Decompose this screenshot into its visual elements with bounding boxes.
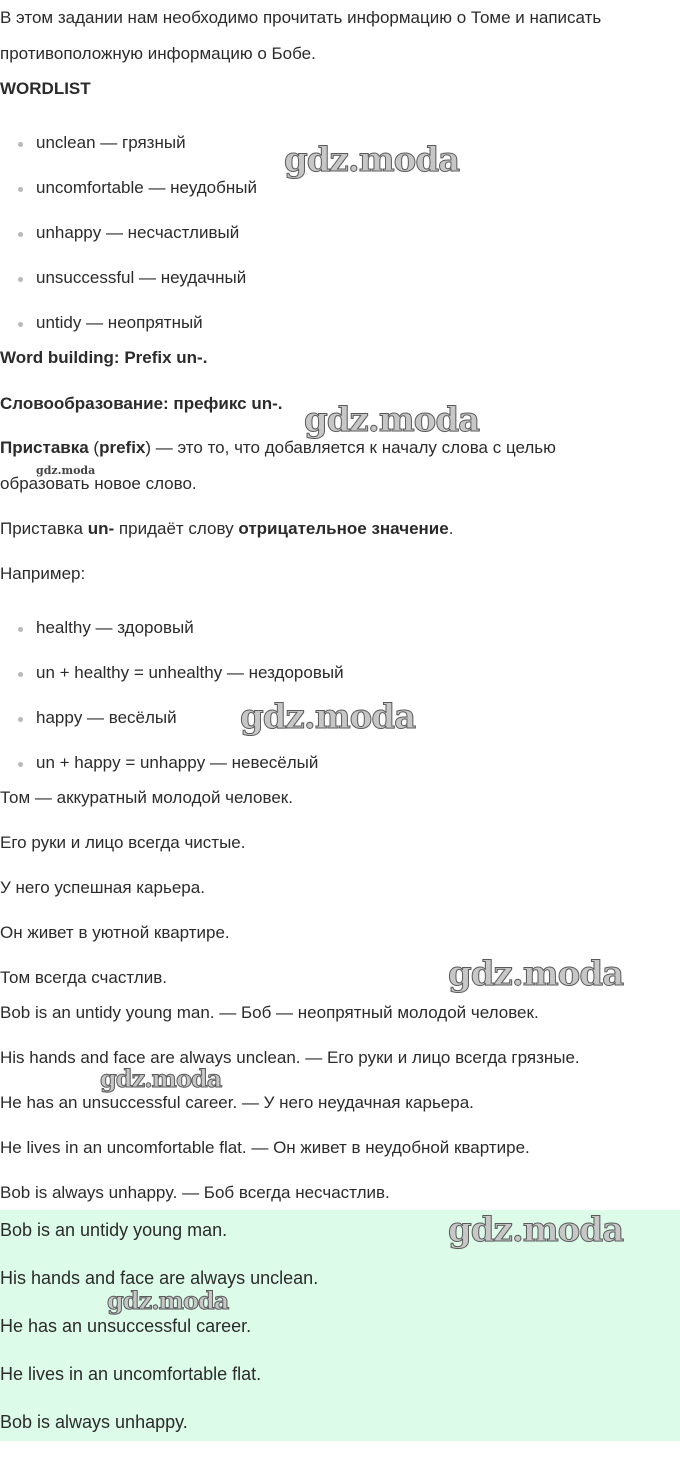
prefix-definition-line-1 — [0, 437, 556, 459]
prefix-meaning — [0, 518, 453, 540]
bullet-icon — [18, 717, 23, 722]
wordlist-item: uncomfortable — неудобный — [36, 178, 257, 197]
bullet-icon — [18, 142, 23, 147]
bullet-icon — [18, 762, 23, 767]
example-item: healthy — здоровый — [36, 618, 194, 637]
example-item: un + healthy = unhealthy — нездоровый — [36, 663, 344, 682]
wordlist-heading: WORDLIST — [0, 79, 91, 98]
meaning-start: Приставка — [0, 519, 88, 538]
bullet-icon — [18, 672, 23, 677]
meaning-mid: придаёт слову — [114, 519, 239, 538]
watermark: gdz.moda — [448, 954, 624, 994]
prefix-rest: ) — это то, что добавляется к началу слова с целью — [145, 438, 556, 457]
bob-translation-line: His hands and face are always unclean. — Его руки и лицо всегда грязные. — [0, 1048, 580, 1067]
example-label: Например: — [0, 564, 86, 583]
prefix-term: Приставка — [0, 438, 89, 457]
meaning-bold: отрицательное значение — [238, 519, 449, 538]
answer-line: He lives in an uncomfortable flat. — [0, 1364, 262, 1384]
wordlist-item: unsuccessful — неудачный — [36, 268, 247, 287]
bob-translation-line: Bob is an untidy young man. — Боб — неопрятный молодой человек. — [0, 1003, 539, 1022]
tom-line: Том всегда счастлив. — [0, 968, 167, 987]
answer-line: He has an unsuccessful career. — [0, 1316, 252, 1336]
prefix-definition-line-2: образовать новое слово. — [0, 474, 197, 493]
intro-line-2: противоположную информацию о Бобе. — [0, 44, 316, 63]
intro-line-1: В этом задании нам необходимо прочитать информацию о Томе и написать — [0, 8, 602, 27]
answer-line: Bob is always unhappy. — [0, 1412, 188, 1432]
meaning-end: . — [448, 519, 454, 538]
tom-line: Том — аккуратный молодой человек. — [0, 788, 293, 807]
wordlist-item: untidy — неопрятный — [36, 313, 203, 332]
meaning-un: un- — [87, 519, 115, 538]
bullet-icon — [18, 187, 23, 192]
example-item: happy — весёлый — [36, 708, 177, 727]
bullet-icon — [18, 627, 23, 632]
bullet-icon — [18, 322, 23, 327]
answer-line: His hands and face are always unclean. — [0, 1268, 319, 1288]
word-building-heading-ru: Словообразование: префикс un-. — [0, 394, 283, 413]
bullet-icon — [18, 277, 23, 282]
word-building-heading: Word building: Prefix un-. — [0, 348, 208, 367]
answer-line: Bob is an untidy young man. — [0, 1220, 228, 1240]
prefix-open: ( — [88, 438, 100, 457]
watermark: gdz.moda — [240, 697, 416, 737]
wordlist-item: unclean — грязный — [36, 133, 186, 152]
watermark: gdz.moda — [304, 400, 480, 440]
tom-line: Его руки и лицо всегда чистые. — [0, 833, 246, 852]
bob-translation-line: He lives in an uncomfortable flat. — Он живет в неудобной квартире. — [0, 1138, 530, 1157]
watermark: gdz.moda — [36, 464, 96, 477]
wordlist-item: unhappy — несчастливый — [36, 223, 240, 242]
watermark: gdz.moda — [284, 140, 460, 180]
watermark: gdz.moda — [448, 1210, 624, 1250]
watermark: gdz.moda — [100, 1064, 222, 1093]
tom-line: У него успешная карьера. — [0, 878, 205, 897]
tom-line: Он живет в уютной квартире. — [0, 923, 230, 942]
example-item: un + happy = unhappy — невесёлый — [36, 753, 319, 772]
bob-translation-line: Bob is always unhappy. — Боб всегда несчастлив. — [0, 1183, 390, 1202]
bob-translation-line: He has an unsuccessful career. — У него неудачная карьера. — [0, 1093, 474, 1112]
bullet-icon — [18, 232, 23, 237]
prefix-word: prefix — [99, 438, 146, 457]
watermark: gdz.moda — [107, 1286, 229, 1315]
